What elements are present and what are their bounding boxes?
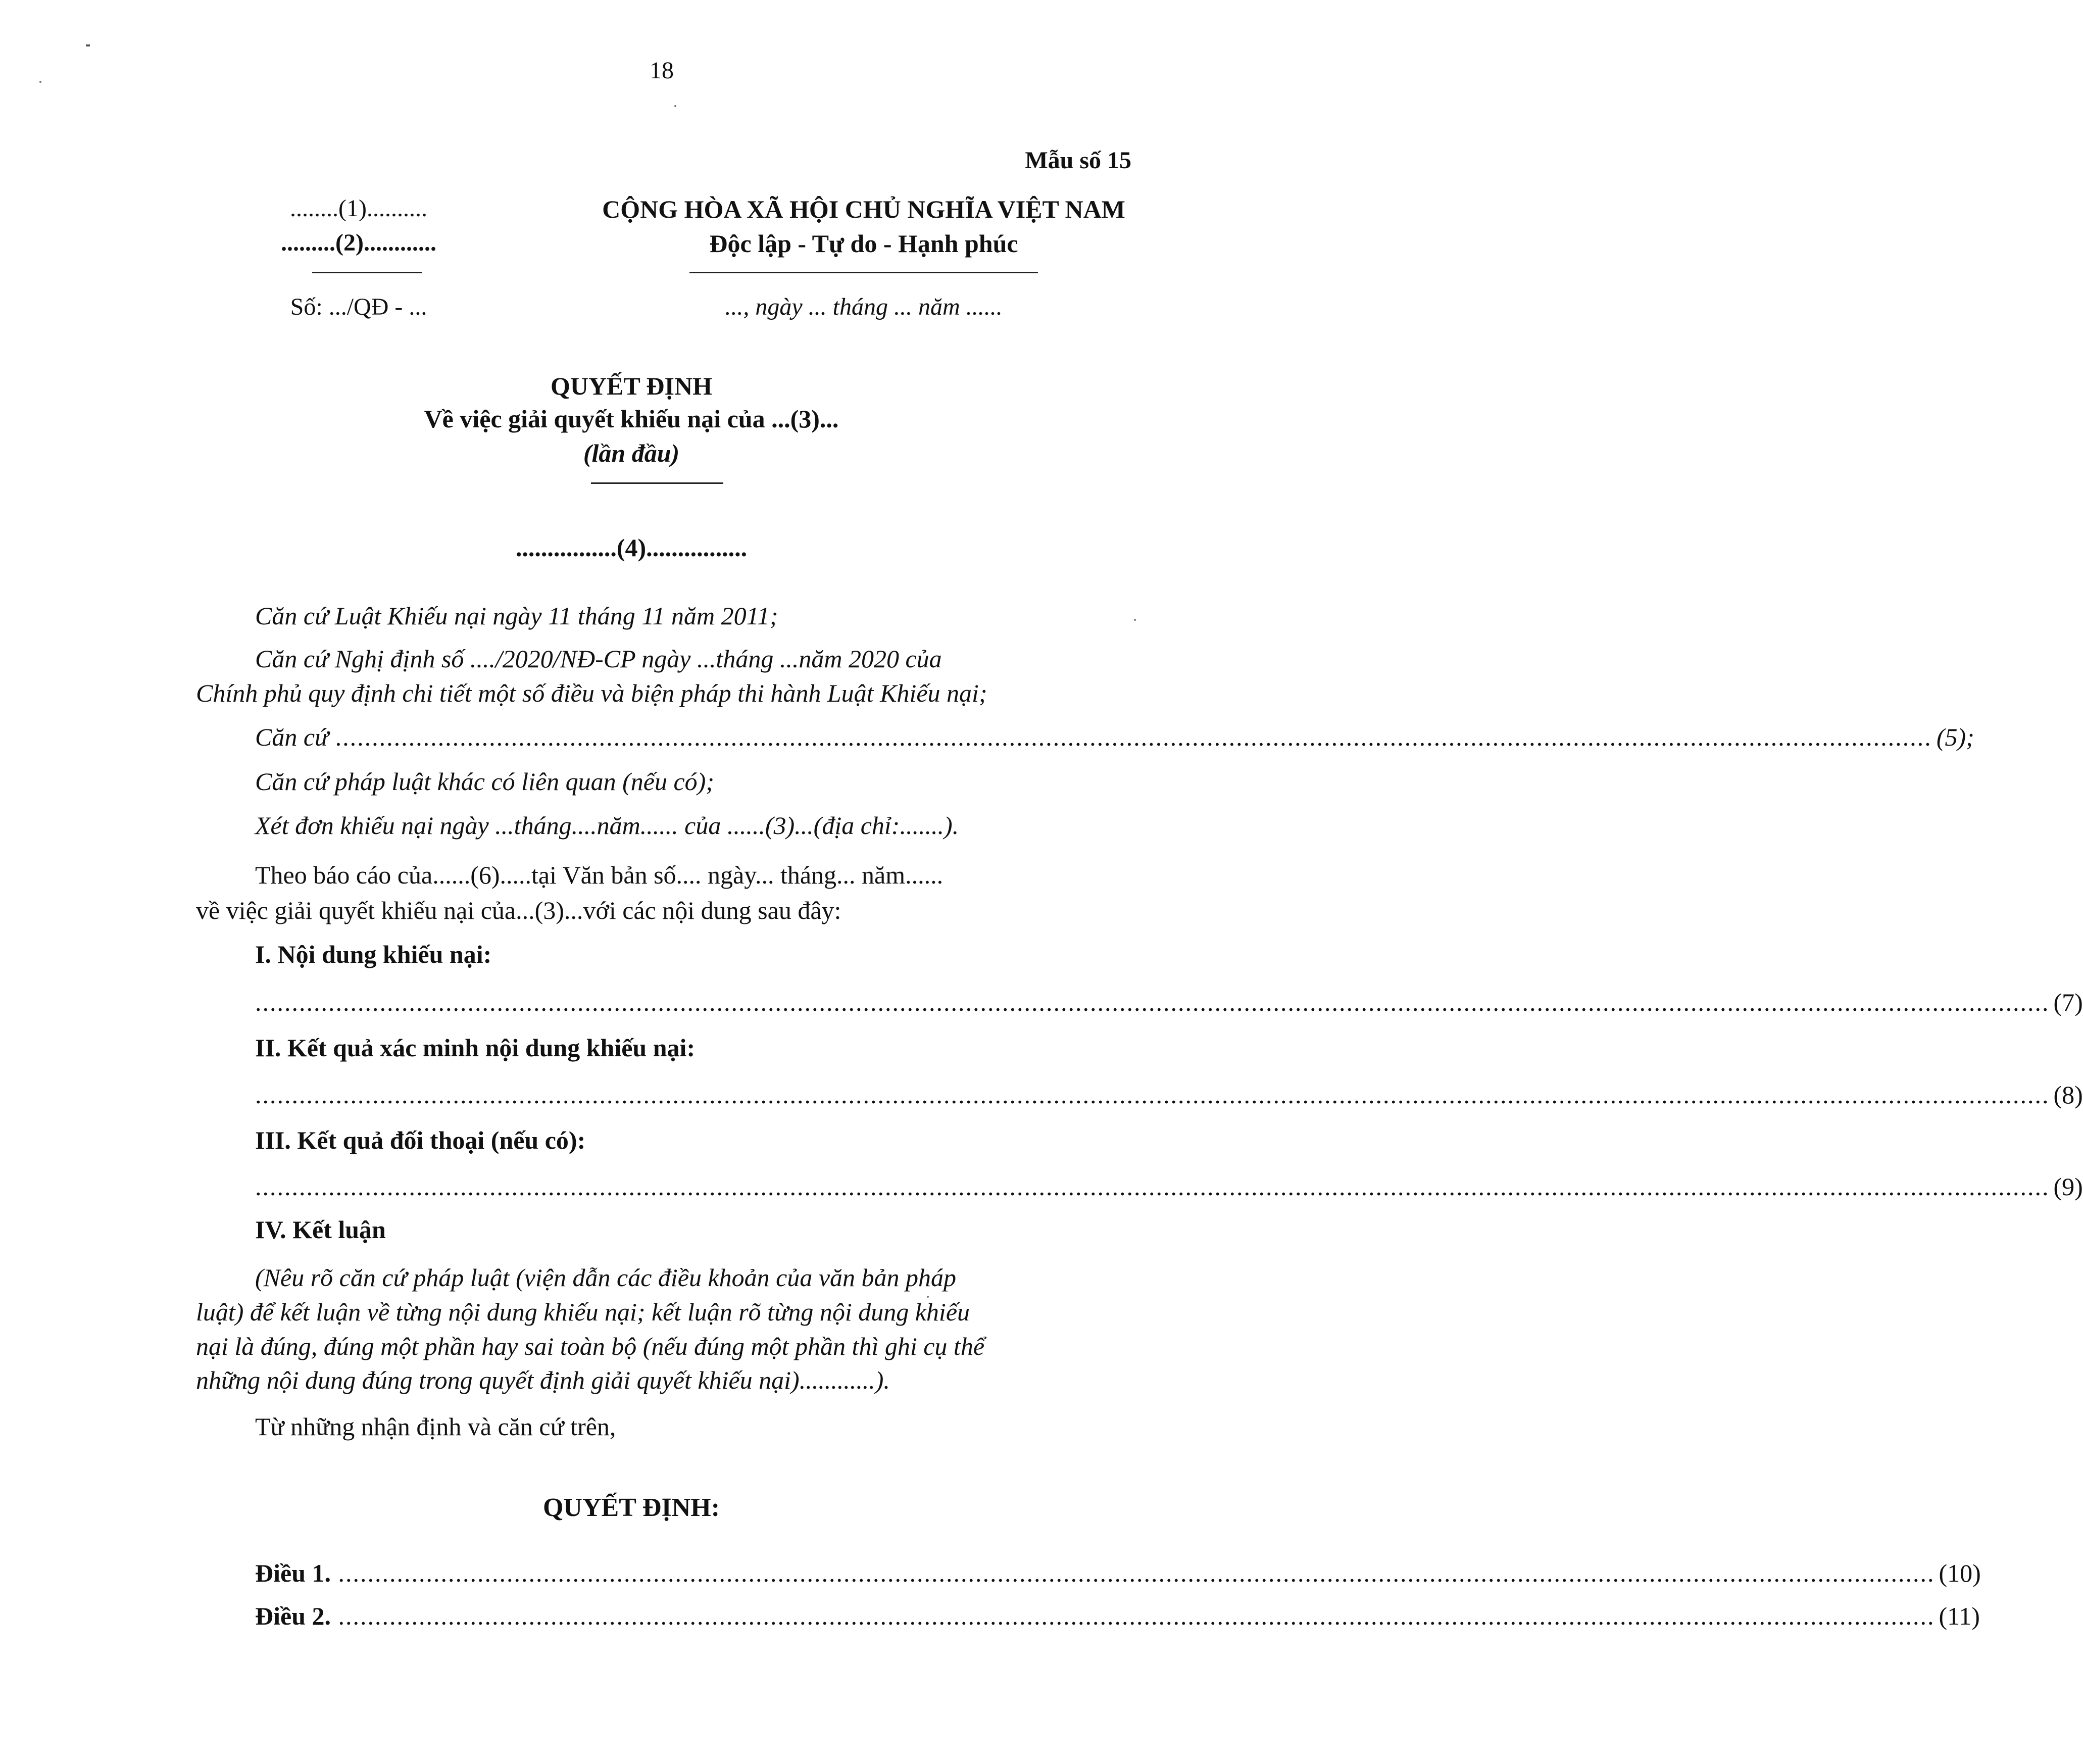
note-8: (8)	[2053, 1081, 2083, 1109]
dotted-leader: ..........................................................................................................................................................................................................................	[331, 1602, 1935, 1630]
national-motto: Độc lập - Tự do - Hạnh phúc	[709, 229, 1018, 258]
section-complaint-content: I. Nội dung khiếu nại:	[255, 940, 492, 968]
article-2-label: Điều 2.	[255, 1602, 331, 1630]
form-number: Mẫu số 15	[1025, 147, 1131, 174]
issuing-authority: ................(4)................	[515, 533, 748, 562]
scan-speck	[674, 105, 676, 107]
article-1	[255, 1558, 1981, 1588]
conclusion-line-3: nại là đúng, đúng một phần hay sai toàn bộ (nếu đúng một phần thì ghi cụ thể	[196, 1332, 985, 1360]
article-1-label: Điều 1.	[255, 1559, 331, 1587]
note-10: (10)	[1939, 1559, 1981, 1587]
basis-decree-line-2: Chính phủ quy định chi tiết một số điều và biện pháp thi hành Luật Khiếu nại;	[196, 679, 987, 707]
report-line-2: về việc giải quyết khiếu nại của...(3)...với các nội dung sau đây:	[196, 896, 841, 924]
conclusion-line-2: luật) để kết luận về từng nội dung khiếu nại; kết luận rõ từng nội dung khiếu	[196, 1298, 970, 1326]
page-number: 18	[650, 57, 674, 84]
basis-other-note: (5);	[1936, 723, 1974, 751]
agency-line-2: .........(2)............	[281, 229, 436, 256]
decision-number: Số: .../QĐ - ...	[290, 293, 427, 320]
section-dialogue-result: III. Kết quả đối thoại (nếu có):	[255, 1126, 586, 1154]
basis-complaint-law: Căn cứ Luật Khiếu nại ngày 11 tháng 11 năm 2011;	[255, 602, 778, 630]
note-9: (9)	[2053, 1172, 2083, 1201]
basis-complaint-letter: Xét đơn khiếu nại ngày ...tháng....năm...... của ......(3)...(địa chỉ:.......).	[255, 811, 959, 840]
note-7: (7)	[2053, 988, 2083, 1016]
article-2	[255, 1601, 1980, 1631]
title-underline	[591, 482, 723, 484]
date-line: ..., ngày ... tháng ... năm ......	[725, 293, 1003, 320]
closing-statement: Từ những nhận định và căn cứ trên,	[255, 1412, 616, 1441]
dotted-leader: .....................................................................................................................................................................................................................................................	[255, 1081, 2050, 1109]
scan-speck	[39, 81, 41, 83]
section-complaint-content-fill	[255, 988, 2083, 1017]
section-dialogue-fill	[255, 1172, 2083, 1201]
basis-related-laws: Căn cứ pháp luật khác có liên quan (nếu có);	[255, 767, 714, 796]
conclusion-line-4: những nội dung đúng trong quyết định giải quyết khiếu nại)............).	[196, 1366, 890, 1394]
dotted-leader: ..........................................................................................................................................................................................................................	[328, 723, 1932, 751]
basis-decree-line-1: Căn cứ Nghị định số ..../2020/NĐ-CP ngày ...tháng ...năm 2020 của	[255, 645, 942, 673]
agency-underline	[312, 272, 422, 273]
section-verification-result: II. Kết quả xác minh nội dung khiếu nại:	[255, 1034, 696, 1062]
dotted-leader: .....................................................................................................................................................................................................................................................	[255, 988, 2050, 1016]
conclusion-line-1: (Nêu rõ căn cứ pháp luật (viện dẫn các điều khoản của văn bản pháp	[255, 1263, 957, 1292]
basis-other-regulation	[255, 722, 1974, 752]
motto-underline	[689, 272, 1038, 273]
agency-line-1: ........(1)..........	[290, 195, 427, 222]
section-conclusion: IV. Kết luận	[255, 1215, 386, 1244]
decision-heading: QUYẾT ĐỊNH:	[542, 1493, 720, 1522]
dotted-leader: .....................................................................................................................................................................................................................................................	[255, 1172, 2050, 1201]
document-subtitle: Về việc giải quyết khiếu nại của ...(3)...	[424, 405, 839, 433]
report-line-1: Theo báo cáo của......(6).....tại Văn bản số.... ngày... tháng... năm......	[255, 861, 944, 889]
country-name: CỘNG HÒA XÃ HỘI CHỦ NGHĨA VIỆT NAM	[602, 195, 1125, 223]
scan-mark	[86, 44, 90, 46]
scan-speck	[1134, 619, 1136, 621]
document-title: QUYẾT ĐỊNH	[551, 372, 712, 400]
decision-round: (lần đầu)	[583, 439, 680, 467]
note-11: (11)	[1939, 1602, 1980, 1630]
dotted-leader: ..........................................................................................................................................................................................................................	[331, 1559, 1935, 1587]
section-verification-fill	[255, 1080, 2083, 1109]
basis-other-label: Căn cứ	[255, 723, 329, 751]
